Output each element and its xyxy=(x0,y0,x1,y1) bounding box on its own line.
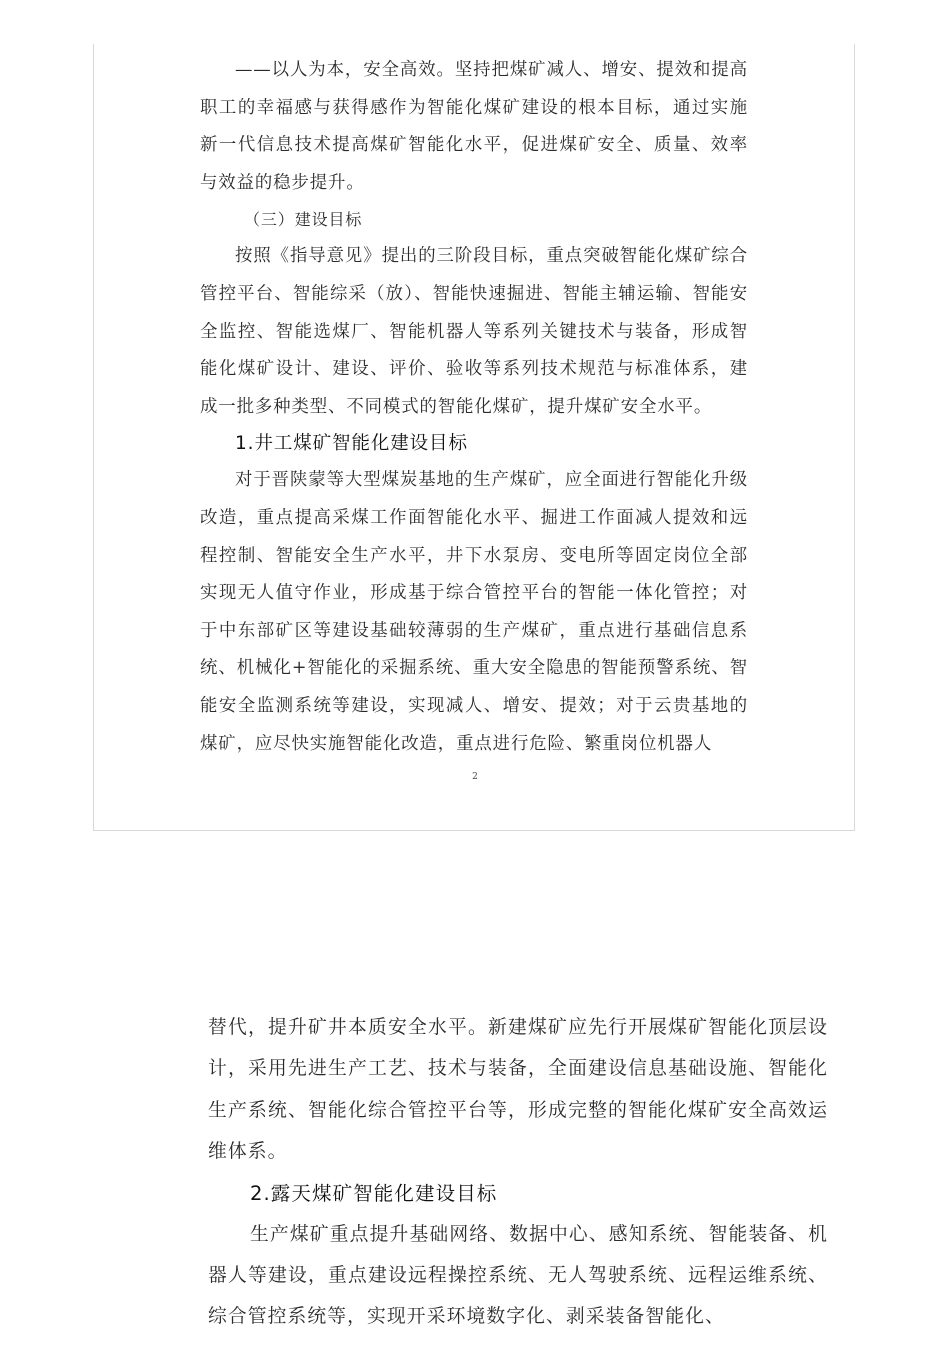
paragraph-underground-mines: 对于晋陕蒙等大型煤炭基地的生产煤矿，应全面进行智能化升级改造，重点提高采煤工作面智能化水平、掘进工作面减人提效和远程控制、智能安全生产水平，井下水泵房、变电所等固定岗位全部实现无人值守作业，形成基于综合管控平台的智能一体化管控；对于中东部矿区等建设基础较薄弱的生产煤矿，重点进行基础信息系统、机械化+智能化的采掘系统、重大安全隐患的智能预警系统、智能安全监测系统等建设，实现减人、增安、提效；对于云贵基地的煤矿，应尽快实施智能化改造，重点进行危险、繁重岗位机器人 xyxy=(200,470,748,754)
paragraph-three-stage-goals: 按照《指导意见》提出的三阶段目标，重点突破智能化煤矿综合管控平台、智能综采（放）、智能快速掘进、智能主辅运输、智能安全监控、智能选煤厂、智能机器人等系列关键技术与装备，形成智能化煤矿设计、建设、评价、验收等系列技术规范与标准体系，建成一批多种类型、不同模式的智能化煤矿，提升煤矿安全水平。 xyxy=(200,246,748,417)
paragraph-open-pit-mines: 生产煤矿重点提升基础网络、数据中心、感知系统、智能装备、机器人等建设，重点建设远程操控系统、无人驾驶系统、远程运维系统、综合管控系统等，实现开采环境数字化、剥采装备智能化、 xyxy=(208,1223,828,1328)
document-page-1 xyxy=(93,44,855,831)
heading-underground-mine-goals: 1.井工煤矿智能化建设目标 xyxy=(235,433,468,455)
page-number: 2 xyxy=(472,772,478,782)
document-page-2 xyxy=(208,1007,828,1338)
paragraph-people-oriented: ——以人为本，安全高效。坚持把煤矿减人、增安、提效和提高职工的幸福感与获得感作为智能化煤矿建设的根本目标，通过实施新一代信息技术提高煤矿智能化水平，促进煤矿安全、质量、效率与效益的稳步提升。 xyxy=(200,60,748,193)
paragraph-continued-new-mines: 替代，提升矿井本质安全水平。新建煤矿应先行开展煤矿智能化顶层设计，采用先进生产工艺、技术与装备，全面建设信息基础设施、智能化生产系统、智能化综合管控平台等，形成完整的智能化煤矿安全高效运维体系。 xyxy=(208,1017,828,1163)
section-heading-construction-goals: （三）建设目标 xyxy=(244,210,363,230)
page-1-content xyxy=(200,52,748,763)
heading-open-pit-mine-goals: 2.露天煤矿智能化建设目标 xyxy=(250,1181,498,1205)
